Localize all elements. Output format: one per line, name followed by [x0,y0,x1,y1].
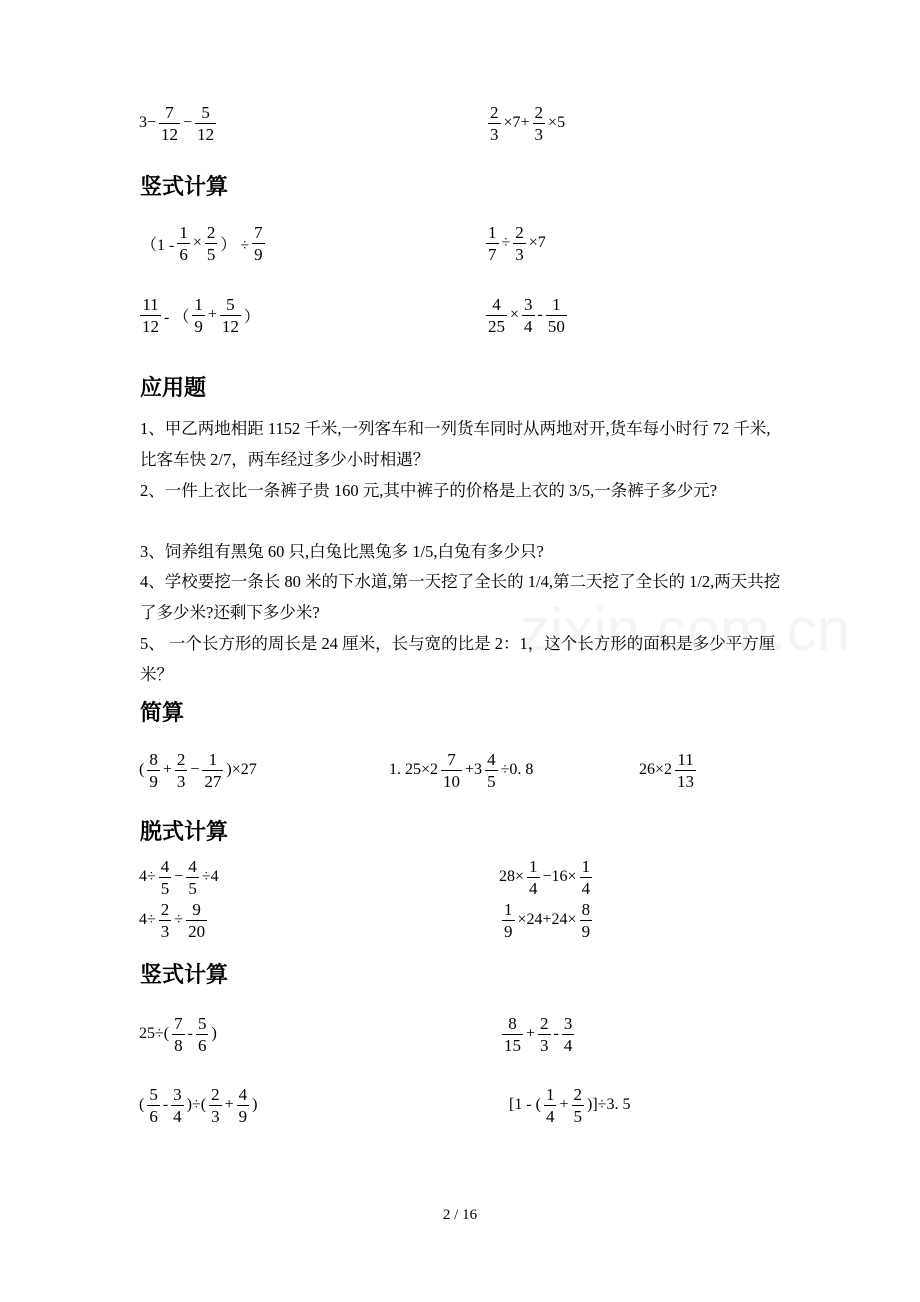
expression-text: - [162,1096,169,1113]
fraction [488,104,501,143]
numerator: 4 [487,749,496,769]
denominator: 5 [160,878,170,898]
numerator: 11 [142,294,159,314]
fraction [237,1086,250,1125]
section-heading: 竖式计算 [140,963,229,988]
numerator: 2 [540,1013,549,1033]
denominator: 9 [238,1106,248,1126]
expression-text: ） [243,308,260,326]
numerator: 7 [447,749,456,769]
fraction [177,224,190,263]
numerator: 2 [573,1084,583,1104]
expression [138,857,220,897]
word-problem: 3、饲养组有黑兔 60 只,白兔比黑兔多 1/5,白兔有多少只? [140,542,544,561]
expression-text: × [192,234,202,251]
numerator: 8 [581,899,591,919]
numerator: 9 [192,899,201,919]
word-problem: 2、一件上衣比一条裤子贵 160 元,其中裤子的价格是上衣的 3/5,一条裤子多少元? [140,481,718,500]
expression [138,750,258,790]
fraction [209,1086,222,1125]
denominator: 20 [188,921,206,941]
expression [138,103,218,143]
numerator: 7 [254,222,263,242]
denominator: 10 [443,771,461,791]
denominator: 3 [211,1106,220,1126]
expression-text: - [187,1025,193,1042]
expression-text: [1 - ( [509,1096,541,1113]
fraction [205,224,218,263]
numerator: 2 [534,102,544,122]
denominator: 5 [206,244,216,264]
expression-text: ) [252,1096,258,1113]
denominator: 5 [188,878,197,898]
fraction [522,296,535,335]
numerator: 4 [160,856,170,876]
numerator: 3 [563,1013,573,1033]
fraction [538,1015,551,1054]
expression-text: −16× [542,868,577,885]
numerator: 1 [504,899,513,919]
numerator: 2 [490,102,499,122]
expression-text: ×5 [548,114,566,131]
fraction [675,751,696,790]
denominator: 4 [529,878,538,898]
expression [138,1014,218,1054]
fraction [546,296,567,335]
expression-text: 1. 25×2 [389,761,439,778]
expression-text: 26×2 [639,761,673,778]
expression-text: ÷4 [201,868,219,885]
denominator: 13 [677,771,695,791]
fraction [527,858,540,897]
fraction [192,296,205,335]
fraction [513,224,526,263]
numerator: 1 [194,294,203,314]
expression-text: )÷( [186,1096,207,1113]
numerator: 8 [508,1013,517,1033]
fraction [147,1086,160,1125]
fraction [202,751,223,790]
expression-text: - [537,306,543,323]
denominator: 9 [149,771,158,791]
expression-text: ÷0. 8 [500,761,534,778]
denominator: 6 [179,244,188,264]
section-heading: 脱式计算 [140,820,229,845]
denominator: 4 [545,1106,555,1126]
expression-text: （1 - [141,236,175,254]
fraction [159,104,180,143]
expression-text: + [224,1096,234,1113]
denominator: 25 [488,316,505,336]
denominator: 4 [173,1106,182,1126]
fraction [220,296,241,335]
expression-text: ×7 [528,234,546,251]
denominator: 3 [176,771,186,791]
expression-text: − [174,868,184,885]
denominator: 3 [540,1035,549,1055]
expression-text: + [559,1096,569,1113]
fraction [544,1086,557,1125]
expression-text: ) [211,1025,217,1042]
denominator: 8 [174,1035,183,1055]
expression-text: ×7+ [503,114,530,131]
expression [140,223,267,263]
numerator: 1 [208,749,218,769]
fraction [533,104,546,143]
numerator: 5 [226,294,235,314]
fraction [252,224,265,263]
fraction [159,901,172,940]
denominator: 4 [581,878,591,898]
expression-text: 25÷( [139,1025,170,1042]
fraction [171,1086,184,1125]
denominator: 7 [488,244,497,264]
numerator: 7 [165,102,174,122]
numerator: 4 [492,294,501,314]
denominator: 3 [160,921,170,941]
numerator: 8 [149,749,158,769]
expression-text: + [526,1025,536,1042]
expression-text: ） ÷ [220,236,250,254]
denominator: 12 [221,316,239,336]
numerator: 5 [149,1084,158,1104]
expression-text: ( [139,1096,145,1113]
expression-text: - （ [164,308,190,326]
expression-text: )×27 [226,761,257,778]
fraction [186,858,199,897]
numerator: 2 [515,222,524,242]
expression-text: +3 [465,761,483,778]
expression-text: × [510,306,520,323]
denominator: 12 [161,124,179,144]
denominator: 9 [194,316,203,336]
numerator: 1 [552,294,561,314]
expression [388,750,534,790]
expression [486,103,566,143]
expression-text: ÷ [174,911,184,928]
fraction [502,1015,523,1054]
expression [500,900,594,940]
fraction [572,1086,585,1125]
numerator: 1 [179,222,188,242]
fraction [196,1015,209,1054]
numerator: 11 [677,749,694,769]
expression-text: ×24+24× [517,911,577,928]
denominator: 4 [563,1035,573,1055]
denominator: 5 [573,1106,583,1126]
denominator: 3 [534,124,544,144]
fraction [172,1015,185,1054]
numerator: 5 [201,102,210,122]
denominator: 50 [547,316,565,336]
denominator: 9 [254,244,263,264]
expression-text: 4÷ [139,911,156,928]
denominator: 12 [197,124,215,144]
expression-text: 4÷ [139,868,156,885]
expression [508,1085,631,1125]
fraction [562,1015,575,1054]
fraction [486,296,507,335]
expression [138,900,209,940]
numerator: 1 [581,856,591,876]
denominator: 5 [487,771,496,791]
fraction [140,296,161,335]
fraction [195,104,216,143]
expression-text: 3− [139,114,157,131]
fraction [485,751,498,790]
denominator: 9 [581,921,591,941]
denominator: 9 [504,921,513,941]
numerator: 2 [160,899,170,919]
expression [484,295,569,335]
expression-text: 28× [499,868,525,885]
expression [138,295,261,335]
section-heading: 竖式计算 [140,175,229,200]
fraction [147,751,160,790]
expression-text: + [162,761,172,778]
expression-text: - [553,1025,559,1042]
denominator: 27 [204,771,222,791]
page-number: 2 / 16 [442,1207,478,1223]
denominator: 6 [197,1035,207,1055]
word-problem: 1、甲乙两地相距 1152 千米,一列客车和一列货车同时从两地对开,货车每小时行 72 千米,比客车快 2/7，两车经过多少小时相遇？ [140,419,771,469]
fraction [186,901,207,940]
word-problem: 5、 一个长方形的周长是 24 厘米，长与宽的比是 2：1，这个长方形的面积是多少平方厘米？ [140,634,776,684]
numerator: 2 [176,749,186,769]
fraction [159,858,172,897]
expression-text: ÷ [501,234,511,251]
denominator: 4 [524,316,533,336]
numerator: 1 [545,1084,555,1104]
word-problem: 4、学校要挖一条长 80 米的下水道,第一天挖了全长的 1/4,第二天挖了全长的 1/2,两天共挖了多少米?还剩下多少米? [140,572,781,622]
fraction [580,901,593,940]
numerator: 5 [197,1013,207,1033]
expression-text: )]÷3. 5 [587,1096,631,1113]
numerator: 3 [524,294,533,314]
denominator: 3 [515,244,524,264]
fraction [175,751,188,790]
numerator: 3 [173,1084,182,1104]
numerator: 1 [529,856,538,876]
numerator: 4 [238,1084,248,1104]
expression [638,750,698,790]
numerator: 2 [211,1084,220,1104]
section-heading: 应用题 [140,376,207,401]
fraction [580,858,593,897]
expression [484,223,547,263]
expression-text: − [190,761,200,778]
expression-text: + [207,306,217,323]
expression-text: ( [139,761,145,778]
numerator: 1 [488,222,497,242]
expression [498,857,594,897]
numerator: 4 [188,856,197,876]
fraction [502,901,515,940]
section-heading: 简算 [140,701,185,726]
numerator: 2 [206,222,216,242]
denominator: 3 [490,124,499,144]
expression [500,1014,576,1054]
numerator: 7 [174,1013,183,1033]
expression [138,1085,258,1125]
denominator: 12 [142,316,159,336]
fraction [441,751,462,790]
denominator: 6 [149,1106,158,1126]
expression-text: − [183,114,193,131]
fraction [486,224,499,263]
denominator: 15 [504,1035,521,1055]
